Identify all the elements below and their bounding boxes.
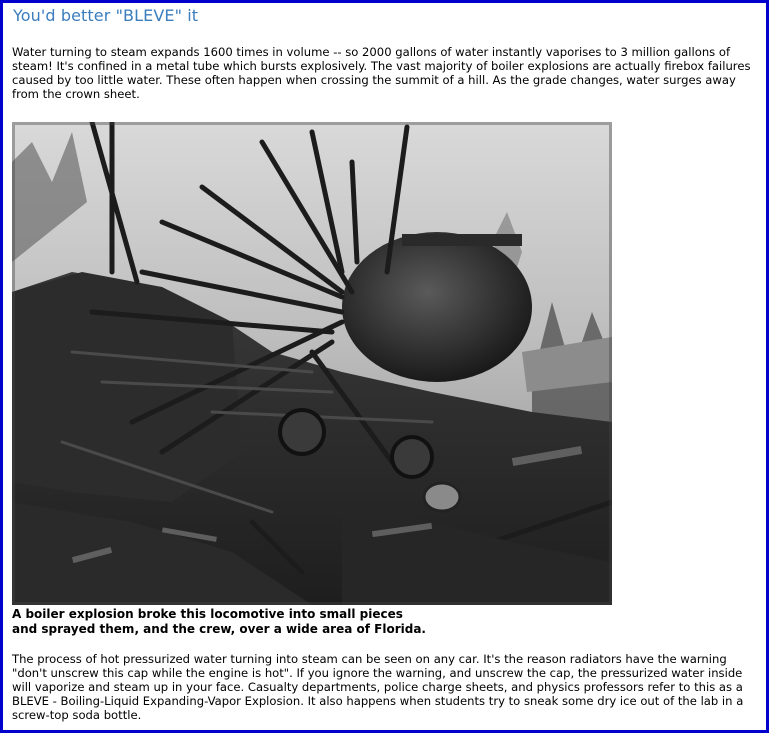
page-title: You'd better "BLEVE" it — [13, 6, 199, 25]
caption-line-2: and sprayed them, and the crew, over a wide area of Florida. — [12, 622, 426, 636]
caption-line-1: A boiler explosion broke this locomotive into small pieces — [12, 607, 403, 621]
body-paragraph: The process of hot pressurized water turning into steam can be seen on any car. It's the reason radiators have the warning "don't unscrew this cap while the engine is hot". If you ignore the warning, and unscrew the cap, the pressurized water inside will vaporize and steam up in your face. Casualty departments, police charge sheets, and physics professors refer to this as a BLEVE - Boiling-Liquid Expanding-Vapor Explosion. It also happens when students try to sneak some dry ice out of the lab in a screw-top soda bottle. — [12, 652, 744, 722]
photo-caption — [12, 607, 426, 637]
wreck-photo-illustration — [12, 122, 612, 605]
intro-paragraph: Water turning to steam expands 1600 times in volume -- so 2000 gallons of water instantly vaporises to 3 million gallons of steam! It's confined in a metal tube which bursts explosively. The vast majority of boiler explosions are actually firebox failures caused by too little water. These often happen when crossing the summit of a hill. As the grade changes, water surges away from the crown sheet. — [12, 45, 751, 101]
locomotive-wreck-photo — [12, 122, 612, 605]
